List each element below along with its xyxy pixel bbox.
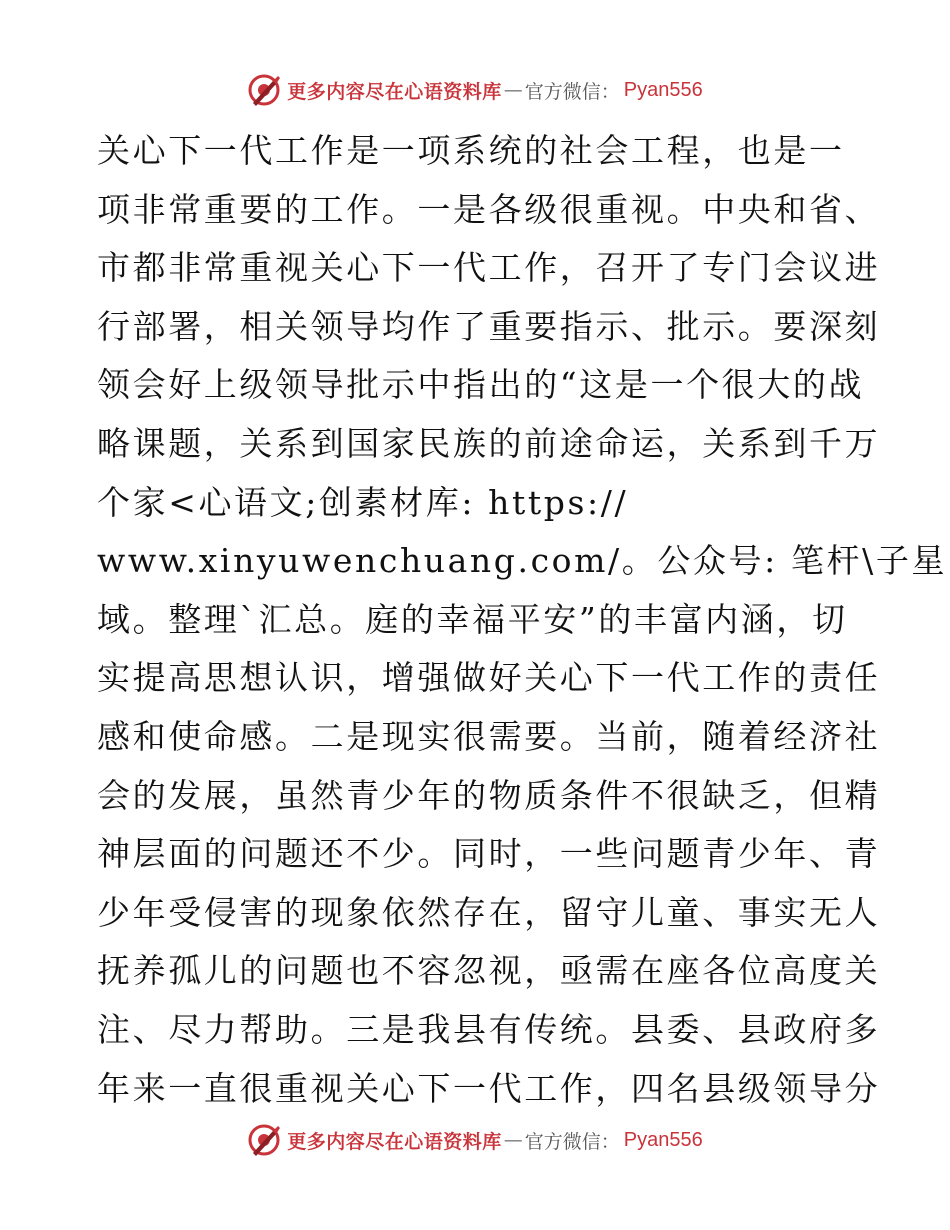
footer-official-label: 官方微信：: [524, 1130, 620, 1153]
body-line: 抚养孤儿的问题也不容忽视，亟需在座各位高度关: [97, 951, 881, 991]
body-line: 少年受侵害的现象依然存在，留守儿童、事实无人: [97, 892, 881, 932]
footer-watermark-banner: [0, 1120, 950, 1160]
body-line: 项非常重要的工作。一是各级很重视。中央和省、: [97, 189, 881, 229]
body-line: www.xinyuwenchuang.com/。公众号: 笔杆\子星: [97, 541, 948, 581]
body-line: 感和使命感。二是现实很需要。当前，随着经济社: [97, 716, 881, 756]
pen-logo-icon: [247, 1123, 281, 1157]
footer-brand-text: 更多内容尽在心语资料库: [287, 1130, 502, 1153]
header-dash: —: [503, 79, 523, 101]
header-brand-text: 更多内容尽在心语资料库: [287, 80, 502, 103]
footer-dash: —: [503, 1129, 523, 1151]
header-watermark-banner: [0, 70, 950, 110]
body-line: 关心下一代工作是一项系统的社会工程，也是一: [97, 131, 845, 170]
body-line: 神层面的问题还不少。同时，一些问题青少年、青: [97, 834, 881, 874]
body-line: 略课题，关系到国家民族的前途命运，关系到千万: [97, 423, 881, 463]
header-official-label: 官方微信：: [524, 80, 620, 103]
header-wechat-id: Pyan556: [623, 78, 703, 101]
body-line: 领会好上级领导批示中指出的“这是一个很大的战: [97, 365, 865, 405]
body-line: 市都非常重视关心下一代工作，召开了专门会议进: [97, 248, 881, 288]
body-line: 会的发展，虽然青少年的物质条件不很缺乏，但精: [97, 775, 881, 815]
pen-logo-icon: [247, 73, 281, 107]
body-line: 个家<心语文;创素材库: https://: [97, 482, 629, 522]
document-body: [97, 122, 948, 1118]
body-line: 注、尽力帮助。三是我县有传统。县委、县政府多: [97, 1009, 881, 1049]
body-line: 实提高思想认识，增强做好关心下一代工作的责任: [97, 658, 881, 698]
body-line: 域。整理`汇总。庭的幸福平安”的丰富内涵，切: [97, 599, 848, 639]
footer-wechat-id: Pyan556: [623, 1128, 703, 1151]
body-line: 行部署，相关领导均作了重要指示、批示。要深刻: [97, 306, 881, 346]
body-line: 年来一直很重视关心下一代工作，四名县级领导分: [97, 1068, 881, 1108]
